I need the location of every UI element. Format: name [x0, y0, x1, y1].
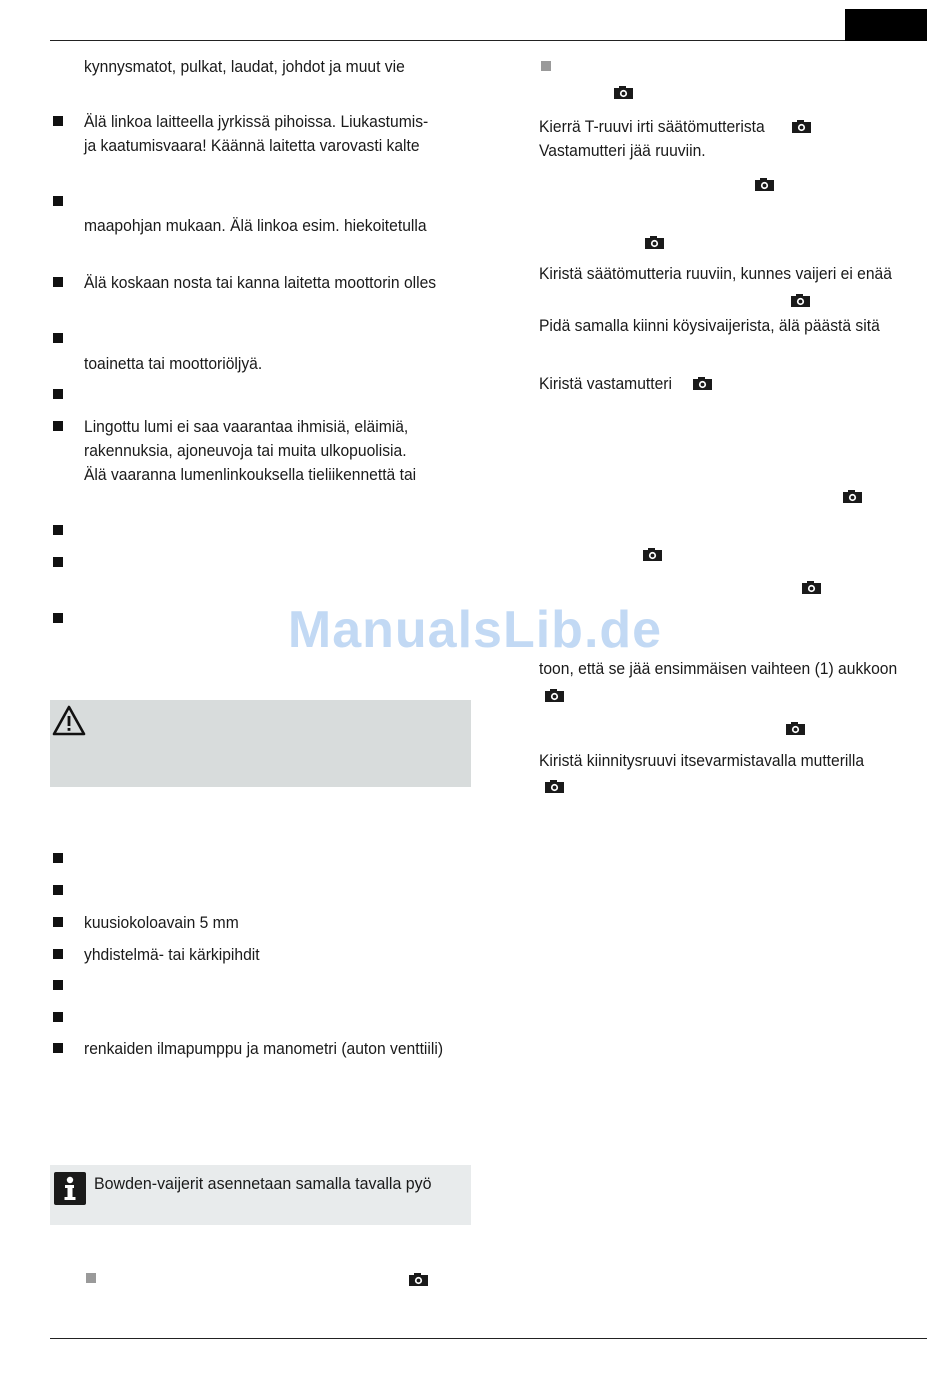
- tool-item: yhdistelmä- tai kärkipihdit: [84, 945, 260, 964]
- bullet: [53, 389, 63, 399]
- text-line: Kiristä kiinnitysruuvi itsevarmistavalla mutterilla: [539, 751, 865, 770]
- bullet: [53, 116, 63, 126]
- tool-item: kuusiokoloavain 5 mm: [84, 913, 239, 932]
- header-language-tab: [845, 9, 927, 41]
- camera-icon: [545, 780, 564, 793]
- camera-icon: [643, 548, 662, 561]
- info-box: [50, 1165, 471, 1225]
- header-rule: [50, 40, 846, 41]
- bullet: [53, 1012, 63, 1022]
- info-text: Bowden-vaijerit asennetaan samalla tavalla pyö: [94, 1174, 432, 1193]
- camera-icon: [409, 1273, 428, 1286]
- text-line: ja kaatumisvaara! Käännä laitetta varovasti kalte: [84, 136, 420, 155]
- bullet: [541, 61, 551, 71]
- text-line: Kierrä T-ruuvi irti säätömutterista: [539, 117, 765, 136]
- camera-icon: [614, 86, 633, 99]
- bullet: [53, 949, 63, 959]
- text-line: rakennuksia, ajoneuvoja tai muita ulkopuolisia.: [84, 441, 407, 460]
- text-line: Älä koskaan nosta tai kanna laitetta moottorin olles: [84, 273, 437, 292]
- text-line: Älä linkoa laitteella jyrkissä pihoissa. Liukastumis-: [84, 112, 429, 131]
- warning-triangle-icon: [52, 705, 86, 737]
- footer-rule: [50, 1338, 927, 1339]
- bullet: [53, 333, 63, 343]
- bullet: [53, 196, 63, 206]
- bullet: [53, 1043, 63, 1053]
- camera-icon: [802, 581, 821, 594]
- camera-icon: [645, 236, 664, 249]
- bullet: [53, 917, 63, 927]
- camera-icon: [693, 377, 712, 390]
- text-line: toainetta tai moottoriöljyä.: [84, 354, 263, 373]
- text-line: Vastamutteri jää ruuviin.: [539, 141, 706, 160]
- bullet: [53, 613, 63, 623]
- camera-icon: [792, 120, 811, 133]
- bullet: [86, 1273, 96, 1283]
- camera-icon: [755, 178, 774, 191]
- camera-icon: [545, 689, 564, 702]
- camera-icon: [791, 294, 810, 307]
- text-line: Älä vaaranna lumenlinkouksella tieliikennettä tai: [84, 465, 417, 484]
- text-line: kynnysmatot, pulkat, laudat, johdot ja muut vie: [84, 57, 405, 76]
- text-line: Pidä samalla kiinni köysivaijerista, älä päästä sitä: [539, 316, 880, 335]
- bullet: [53, 557, 63, 567]
- warning-box: [50, 700, 471, 787]
- bullet: [53, 277, 63, 287]
- text-line: Kiristä vastamutteri: [539, 374, 672, 393]
- camera-icon: [786, 722, 805, 735]
- bullet: [53, 980, 63, 990]
- text-line: maapohjan mukaan. Älä linkoa esim. hiekoitetulla: [84, 216, 427, 235]
- watermark: ManualsLib.de: [287, 601, 663, 659]
- tool-item: renkaiden ilmapumppu ja manometri (auton venttiili): [84, 1039, 444, 1058]
- camera-icon: [843, 490, 862, 503]
- text-line: toon, että se jää ensimmäisen vaihteen (1) aukkoon: [539, 659, 898, 678]
- bullet: [53, 853, 63, 863]
- bullet: [53, 525, 63, 535]
- text-line: Kiristä säätömutteria ruuviin, kunnes vaijeri ei enää: [539, 264, 892, 283]
- info-icon: [54, 1172, 86, 1205]
- text-line: Lingottu lumi ei saa vaarantaa ihmisiä, eläimiä,: [84, 417, 409, 436]
- bullet: [53, 885, 63, 895]
- bullet: [53, 421, 63, 431]
